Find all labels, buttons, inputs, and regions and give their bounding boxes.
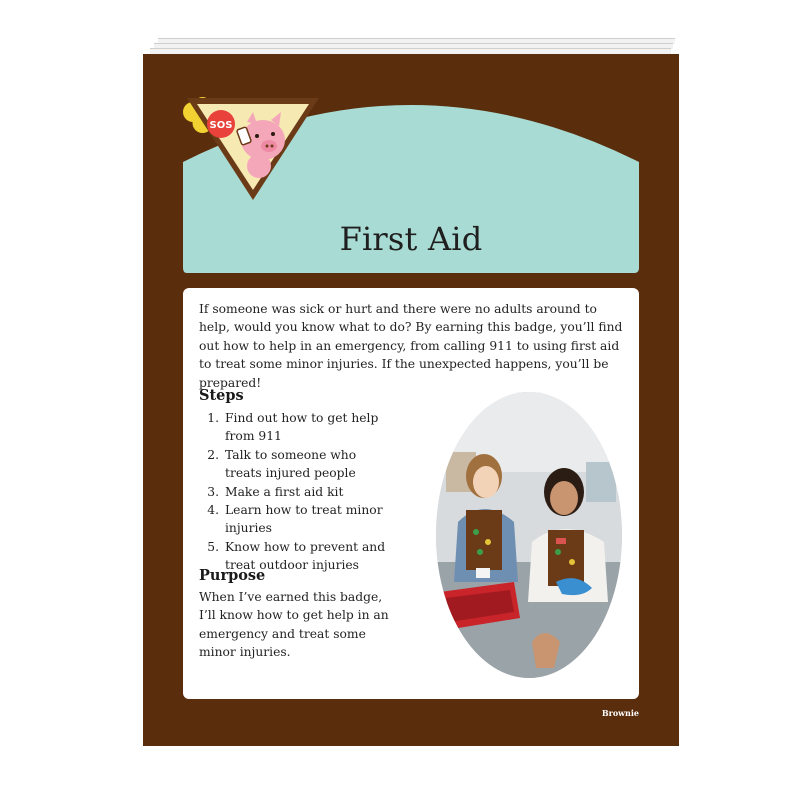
- purpose-heading: Purpose: [199, 567, 266, 584]
- content-panel: [183, 288, 639, 699]
- header-panel: [183, 94, 639, 273]
- list-item: 2. Talk to someone who treats injured people: [207, 447, 357, 481]
- list-item: 3. Make a first aid kit: [207, 484, 344, 499]
- steps-list: [199, 409, 429, 575]
- footer-label: Brownie: [601, 708, 639, 718]
- first-aid-badge-icon: [183, 94, 323, 204]
- list-item: 5. Know how to prevent and treat outdoor injuries: [207, 539, 386, 573]
- girls-first-aid-photo: [436, 392, 622, 678]
- list-item: 1. Find out how to get help from 911: [207, 411, 379, 444]
- sos-badge-text: SOS: [209, 120, 233, 131]
- steps-heading: Steps: [199, 387, 244, 404]
- list-item: 4. Learn how to treat minor injuries: [207, 503, 383, 536]
- intro-paragraph: If someone was sick or hurt and there were no adults around to help, would you know what to do? By earning this badge, you’ll find out how to help in an emergency, from calling 911 to using first aid to treat some minor injuries. If the unexpected happens, you’ll be prepared!: [199, 302, 623, 390]
- page-title: First Aid: [339, 220, 483, 258]
- booklet-cover: [143, 54, 679, 746]
- purpose-paragraph: When I’ve earned this badge, I’ll know how to get help in an emergency and treat some minor injuries.: [199, 590, 389, 660]
